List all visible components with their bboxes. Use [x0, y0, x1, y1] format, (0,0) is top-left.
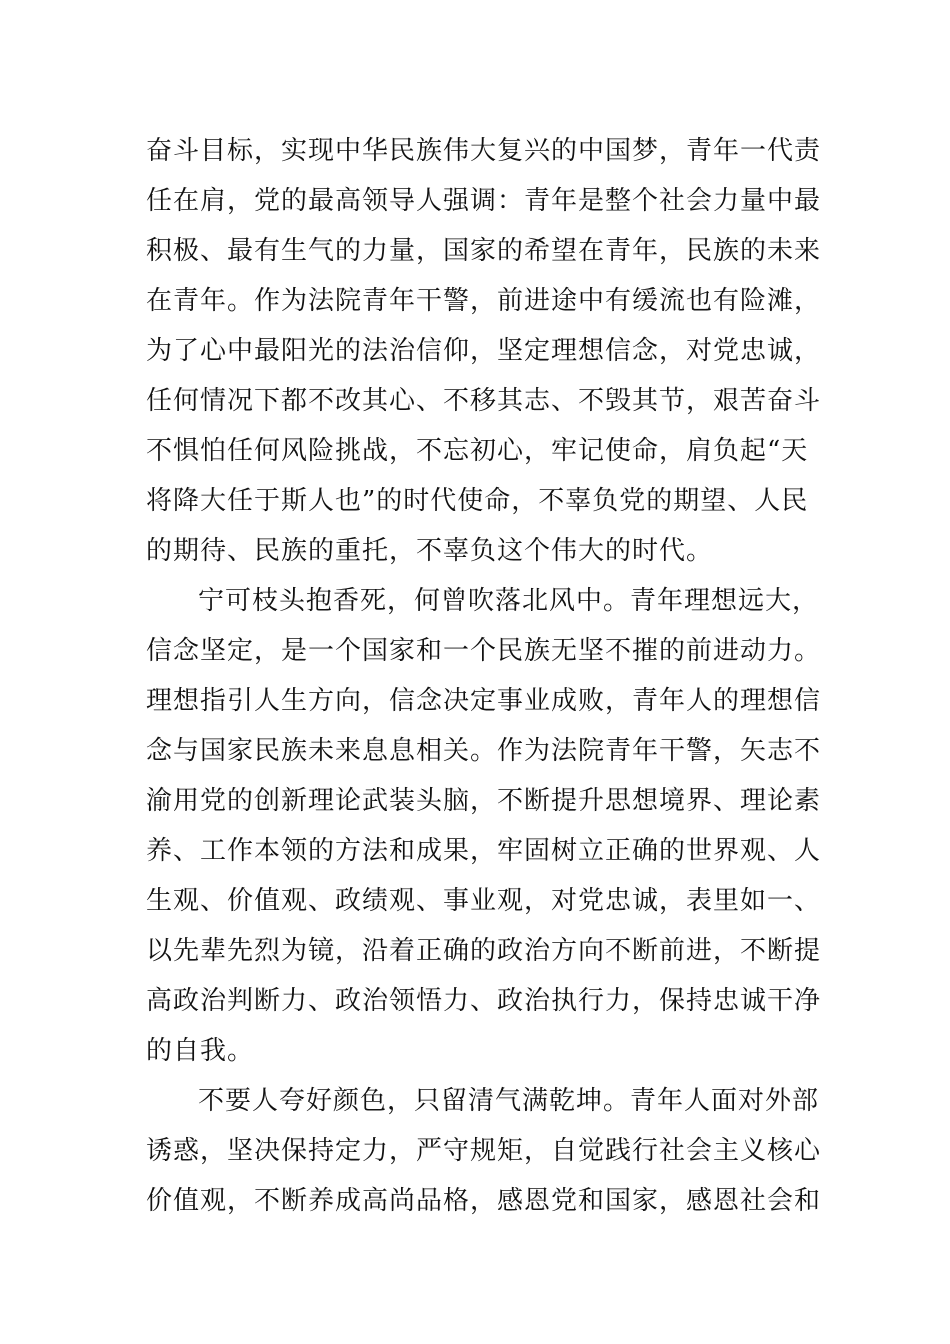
text-line: 为了心中最阳光的法治信仰，坚定理想信念，对党忠诚， — [146, 336, 822, 366]
text-line: 养、工作本领的方法和成果，牢固树立正确的世界观、人 — [146, 836, 822, 866]
text-line: 奋斗目标，实现中华民族伟大复兴的中国梦，青年一代责 — [146, 136, 822, 166]
text-line: 以先辈先烈为镜，沿着正确的政治方向不断前进，不断提 — [146, 936, 822, 966]
text-line: 诱惑，坚决保持定力，严守规矩，自觉践行社会主义核心 — [146, 1136, 822, 1166]
text-line: 不惧怕任何风险挑战，不忘初心，牢记使命，肩负起“天 — [146, 436, 809, 466]
text-line: 渝用党的创新理论武装头脑，不断提升思想境界、理论素 — [146, 786, 822, 816]
text-line: 积极、最有生气的力量，国家的希望在青年，民族的未来 — [146, 236, 822, 266]
text-line: 在青年。作为法院青年干警，前进途中有缓流也有险滩， — [146, 286, 822, 316]
text-line: 宁可枝头抱香死，何曾吹落北风中。青年理想远大， — [198, 586, 820, 616]
text-line: 理想指引人生方向，信念决定事业成败，青年人的理想信 — [146, 686, 822, 716]
text-line: 生观、价值观、政绩观、事业观，对党忠诚，表里如一、 — [146, 886, 822, 916]
text-line: 任在肩，党的最高领导人强调：青年是整个社会力量中最 — [146, 186, 822, 216]
text-line: 不要人夸好颜色，只留清气满乾坤。青年人面对外部 — [198, 1086, 820, 1116]
text-line: 的自我。 — [146, 1036, 255, 1066]
text-line: 信念坚定，是一个国家和一个民族无坚不摧的前进动力。 — [146, 636, 822, 666]
text-line: 价值观，不断养成高尚品格，感恩党和国家，感恩社会和 — [146, 1186, 822, 1216]
text-line: 念与国家民族未来息息相关。作为法院青年干警，矢志不 — [146, 736, 822, 766]
text-line: 将降大任于斯人也”的时代使命，不辜负党的期望、人民 — [146, 486, 809, 516]
text-line: 的期待、民族的重托，不辜负这个伟大的时代。 — [146, 536, 714, 566]
text-line: 高政治判断力、政治领悟力、政治执行力，保持忠诚干净 — [146, 986, 822, 1016]
text-line: 任何情况下都不改其心、不移其志、不毁其节，艰苦奋斗 — [146, 386, 822, 416]
